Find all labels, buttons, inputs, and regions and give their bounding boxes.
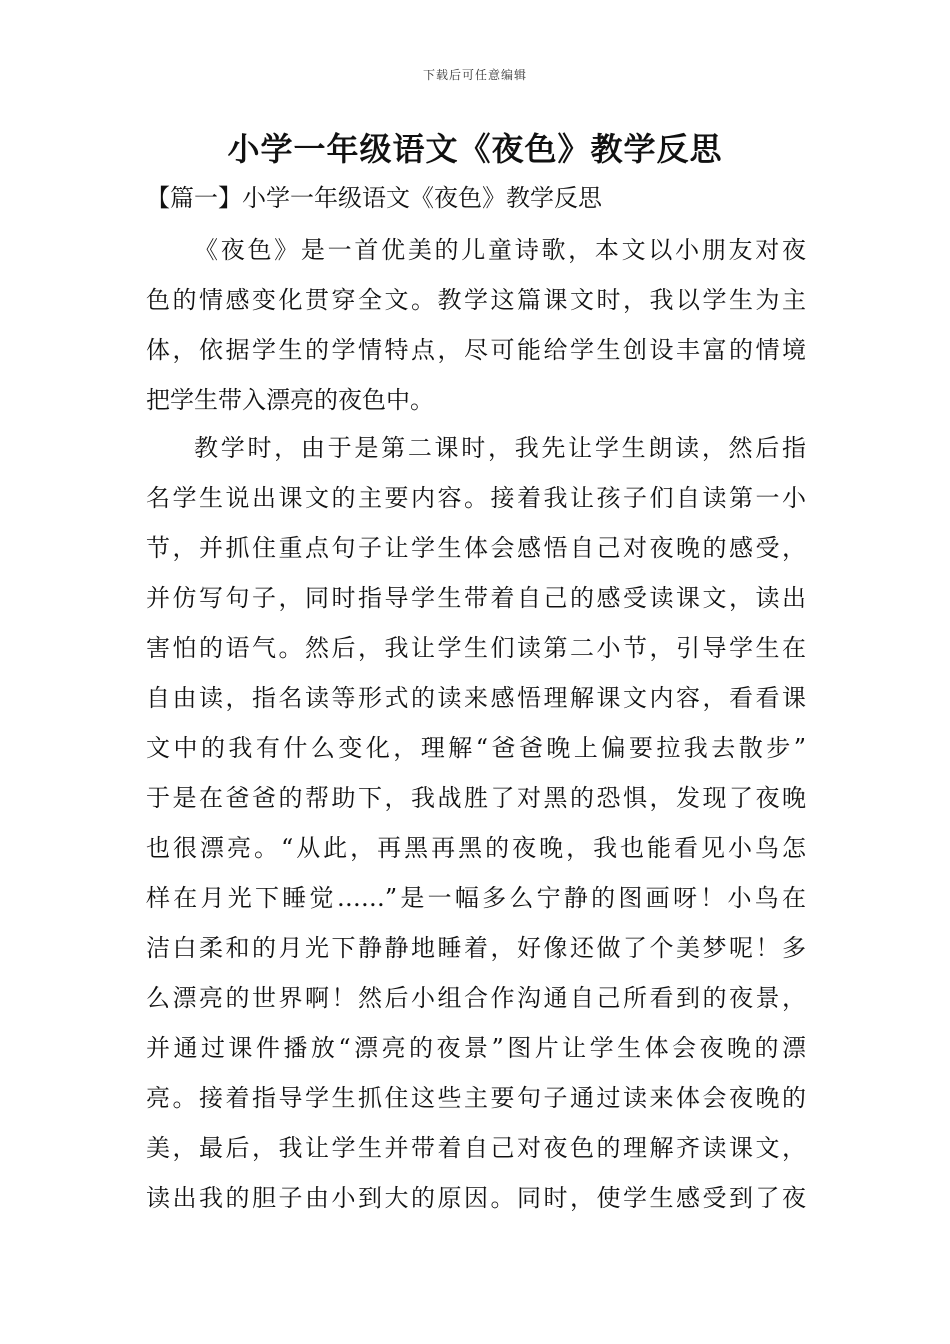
text-line: 害怕的语气。然后，我让学生们读第二小节，引导学生在 <box>146 634 806 662</box>
text-line: 并仿写句子，同时指导学生带着自己的感受读课文，读出 <box>146 584 806 612</box>
document-title: 小学一年级语文《夜色》教学反思 <box>227 130 723 168</box>
text-line: 亮。接着指导学生抓住这些主要句子通过读来体会夜晚的 <box>146 1084 806 1112</box>
text-line: 体，依据学生的学情特点，尽可能给学生创设丰富的情境 <box>146 336 806 364</box>
text-line: 洁白柔和的月光下静静地睡着，好像还做了个美梦呢！多 <box>146 934 806 962</box>
section-heading: 【篇一】小学一年级语文《夜色》教学反思 <box>146 184 602 212</box>
text-line: 并通过课件播放“漂亮的夜景”图片让学生体会夜晚的漂 <box>146 1034 806 1062</box>
text-line: 也很漂亮。“从此，再黑再黑的夜晚，我也能看见小鸟怎 <box>146 834 806 862</box>
text-line: 把学生带入漂亮的夜色中。 <box>146 386 434 414</box>
text-line: 色的情感变化贯穿全文。教学这篇课文时，我以学生为主 <box>146 286 806 314</box>
text-line: 节，并抓住重点句子让学生体会感悟自己对夜晚的感受， <box>146 534 806 562</box>
text-line: 么漂亮的世界啊！然后小组合作沟通自己所看到的夜景， <box>146 984 806 1012</box>
text-line: 样在月光下睡觉……”是一幅多么宁静的图画呀！小鸟在 <box>146 884 806 912</box>
text-line: 《夜色》是一首优美的儿童诗歌，本文以小朋友对夜 <box>194 236 806 264</box>
paragraph-1 <box>146 225 806 425</box>
text-line: 文中的我有什么变化，理解“爸爸晚上偏要拉我去散步” <box>146 734 806 762</box>
text-line: 于是在爸爸的帮助下，我战胜了对黑的恐惧，发现了夜晚 <box>146 784 806 812</box>
text-line: 美，最后，我让学生并带着自己对夜色的理解齐读课文， <box>146 1134 806 1162</box>
text-line: 自由读，指名读等形式的读来感悟理解课文内容，看看课 <box>146 684 806 712</box>
header-note: 下载后可任意编辑 <box>422 68 527 82</box>
text-line: 名学生说出课文的主要内容。接着我让孩子们自读第一小 <box>146 484 806 512</box>
text-line: 教学时，由于是第二课时，我先让学生朗读，然后指 <box>194 434 806 462</box>
text-line: 读出我的胆子由小到大的原因。同时，使学生感受到了夜 <box>146 1184 806 1212</box>
paragraph-2 <box>146 423 806 1223</box>
